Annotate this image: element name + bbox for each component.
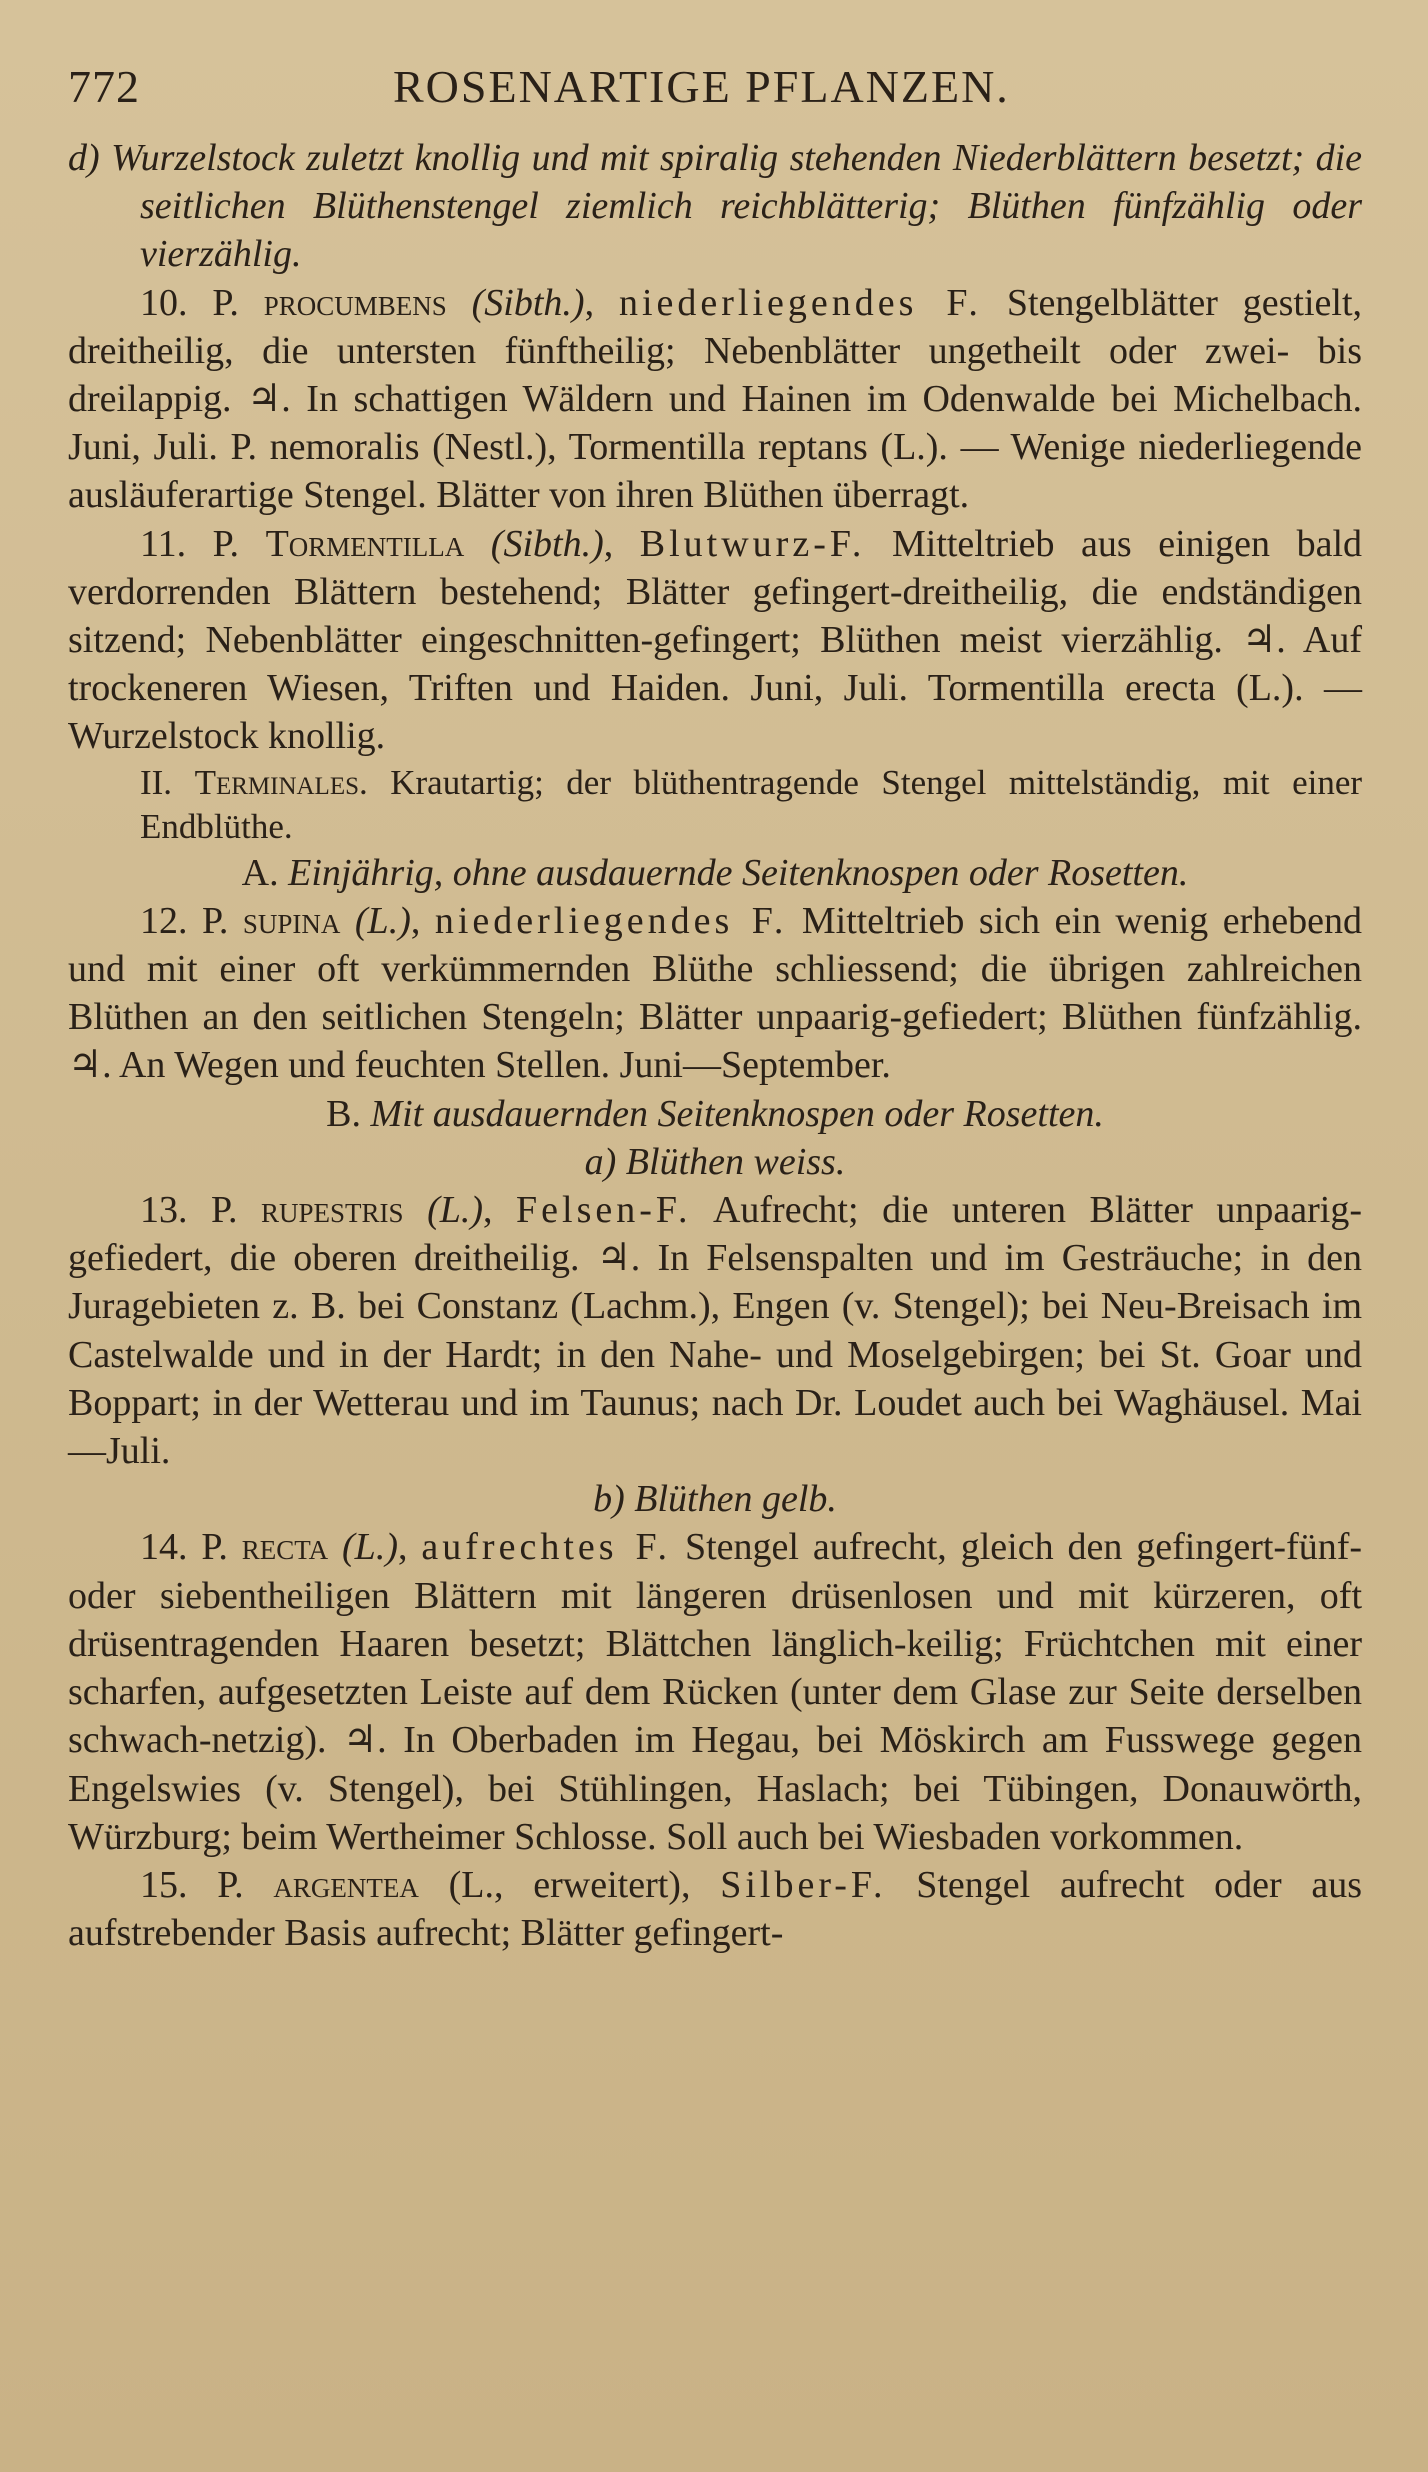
species-author: (Sibth.)	[471, 281, 585, 324]
species-author: (L.)	[354, 899, 411, 942]
subheading-text: Einjährig, ohne ausdauernde Seitenknospen oder Rosetten.	[288, 851, 1189, 894]
species-number: 14. P.	[140, 1526, 228, 1569]
species-author: (Sibth.)	[490, 522, 604, 565]
subheading-label: B.	[326, 1092, 361, 1135]
subheading-a-white	[68, 1138, 1362, 1186]
subheading-label: A.	[241, 851, 279, 894]
species-entry-11: 11. P. Tormentilla (Sibth.), Blutwurz-F. Mitteltrieb aus einigen bald verdorrenden Blättern bestehend; Blätter gefingert-dreitheilig, die endständigen sitzend; Nebenblätter eingeschnitten-gefingert; Blüthen meist vierzählig. ♃. Auf trockeneren Wiesen, Triften und Haiden. Juni, Juli. Tormentilla erecta (L.). — Wurzelstock knollig.	[68, 522, 1363, 758]
subheading-label: a)	[584, 1140, 617, 1183]
subgroup-label: d)	[68, 137, 100, 179]
subheading-a	[68, 849, 1362, 897]
german-name: Silber-F.	[720, 1863, 887, 1906]
subheading-label: b)	[593, 1478, 625, 1521]
species-entry-14: 14. P. recta (L.), aufrechtes F. Stengel aufrecht, gleich den gefingert-fünf- oder siebentheiligen Blättern mit längeren drüsenlosen und mit kürzeren, oft drüsentragenden Haaren besetzt; Blättchen länglich-keilig; Früchtchen mit einer scharfen, aufgesetzten Leiste auf dem Rücken (unter dem Glase zur Seite derselben schwach-netzig). ♃. In Oberbaden im Hegau, bei Möskirch am Fusswege gegen Engelswies (v. Stengel), bei Stühlingen, Haslach; bei Tübingen, Donauwörth, Würzburg; beim Wertheimer Schlosse. Soll auch bei Wiesbaden vorkommen.	[68, 1526, 1363, 1858]
species-description: Stengel aufrecht oder aus aufstrebender Basis aufrecht; Blätter gefingert-	[68, 1863, 1363, 1955]
running-title: ROSENARTIGE PFLANZEN.	[393, 61, 1010, 112]
species-name: Tormentilla	[265, 522, 465, 565]
section-name: Terminales.	[194, 762, 368, 802]
species-entry-13: 13. P. rupestris (L.), Felsen-F. Aufrecht; die unteren Blätter unpaarig-gefiedert, die oberen dreitheilig. ♃. In Felsenspalten und im Gesträuche; in den Juragebieten z. B. bei Constanz (Lachm.), Engen (v. Stengel); bei Neu-Breisach im Castelwalde und in der Hardt; in den Nahe- und Moselgebirgen; bei St. Goar und Boppart; in der Wetterau und im Taunus; nach Dr. Loudet auch bei Waghäusel. Mai—Juli.	[68, 1189, 1363, 1473]
section-heading	[68, 761, 1362, 849]
species-author: (L.)	[427, 1189, 484, 1232]
subheading-b-yellow	[68, 1475, 1362, 1523]
species-description: Mitteltrieb aus einigen bald verdorrenden Blättern bestehend; Blätter gefingert-dreitheilig, die endständigen sitzend; Nebenblätter eingeschnitten-gefingert; Blüthen meist vierzählig. ♃. Auf trockeneren Wiesen, Triften und Haiden. Juni, Juli. Tormentilla erecta (L.). — Wurzelstock knollig.	[68, 522, 1363, 758]
page-header	[68, 60, 1362, 134]
section-text: Krautartig; der blüthentragende Stengel mittelständig, mit einer Endblüthe.	[140, 762, 1363, 846]
species-number: 10. P.	[140, 281, 239, 324]
page-number: 772	[68, 61, 140, 112]
species-number: 15. P.	[140, 1863, 244, 1906]
species-entry-15: 15. P. argentea (L., erweitert), Silber-F. Stengel aufrecht oder aus aufstrebender Basis aufrecht; Blätter gefingert-	[68, 1863, 1363, 1955]
species-description: Mitteltrieb sich ein wenig erhebend und mit einer oft verkümmernden Blüthe schliessend; die übrigen zahlreichen Blüthen an den seitlichen Stengeln; Blätter unpaarig-gefiedert; Blüthen fünfzählig. ♃. An Wegen und feuchten Stellen. Juni—September.	[68, 899, 1363, 1087]
species-number: 12. P.	[140, 899, 229, 942]
species-description: Stengel aufrecht, gleich den gefingert-fünf- oder siebentheiligen Blättern mit längeren drüsenlosen und mit kürzeren, oft drüsentragenden Haaren besetzt; Blättchen länglich-keilig; Früchtchen mit einer scharfen, aufgesetzten Leiste auf dem Rücken (unter dem Glase zur Seite derselben schwach-netzig). ♃. In Oberbaden im Hegau, bei Möskirch am Fusswege gegen Engelswies (v. Stengel), bei Stühlingen, Haslach; bei Tübingen, Donauwörth, Würzburg; beim Wertheimer Schlosse. Soll auch bei Wiesbaden vorkommen.	[68, 1526, 1363, 1858]
species-name: argentea	[273, 1863, 419, 1906]
subgroup-text: Wurzelstock zuletzt knollig und mit spiralig stehenden Niederblättern besetzt; die seitlichen Blüthenstengel ziemlich reichblätterig; Blüthen fünfzählig oder vierzählig.	[111, 137, 1362, 276]
subheading-text: Blüthen gelb.	[634, 1478, 837, 1521]
section-terminales	[68, 761, 1362, 849]
german-name: Felsen-F.	[516, 1189, 692, 1232]
subgroup-d	[68, 134, 1362, 279]
species-description: Aufrecht; die unteren Blätter unpaarig-gefiedert, die oberen dreitheilig. ♃. In Felsenspalten und im Gesträuche; in den Juragebieten z. B. bei Constanz (Lachm.), Engen (v. Stengel); bei Neu-Breisach im Castelwalde und in der Hardt; in den Nahe- und Moselgebirgen; bei St. Goar und Boppart; in der Wetterau und im Taunus; nach Dr. Loudet auch bei Waghäusel. Mai—Juli.	[68, 1189, 1363, 1473]
species-number: 13. P.	[140, 1189, 238, 1232]
subheading-text: Mit ausdauernden Seitenknospen oder Rosetten.	[370, 1092, 1104, 1135]
german-name: Blutwurz-F.	[639, 522, 866, 565]
species-name: procumbens	[263, 281, 447, 324]
species-entry-10: 10. P. procumbens (Sibth.), niederliegendes F. Stengelblätter gestielt, dreitheilig, die untersten fünftheilig; Nebenblätter ungetheilt oder zwei- bis dreilappig. ♃. In schattigen Wäldern und Hainen im Odenwalde bei Michelbach. Juni, Juli. P. nemoralis (Nestl.), Tormentilla reptans (L.). — Wenige niederliegende ausläuferartige Stengel. Blätter von ihren Blüthen überragt.	[68, 281, 1362, 517]
species-entry-12: 12. P. supina (L.), niederliegendes F. Mitteltrieb sich ein wenig erhebend und mit einer oft verkümmernden Blüthe schliessend; die übrigen zahlreichen Blüthen an den seitlichen Stengeln; Blätter unpaarig-gefiedert; Blüthen fünfzählig. ♃. An Wegen und feuchten Stellen. Juni—September.	[68, 899, 1363, 1087]
species-name: rupestris	[260, 1189, 404, 1232]
subheading-text: Blüthen weiss.	[625, 1140, 846, 1183]
species-author: (L.)	[342, 1526, 398, 1569]
german-name: niederliegendes F.	[434, 899, 788, 942]
species-name: supina	[242, 899, 341, 942]
german-name: aufrechtes F.	[421, 1526, 672, 1569]
section-label: II.	[140, 762, 173, 802]
german-name: niederliegendes F.	[618, 281, 982, 324]
species-name: recta	[241, 1526, 329, 1569]
subheading-b	[68, 1090, 1362, 1138]
species-author: (L., erweitert)	[448, 1863, 681, 1906]
page-body	[68, 134, 1362, 1957]
species-number: 11. P.	[140, 522, 240, 565]
species-description: Stengelblätter gestielt, dreitheilig, die untersten fünftheilig; Nebenblätter ungetheilt oder zwei- bis dreilappig. ♃. In schattigen Wäldern und Hainen im Odenwalde bei Michelbach. Juni, Juli. P. nemoralis (Nestl.), Tormentilla reptans (L.). — Wenige niederliegende ausläuferartige Stengel. Blätter von ihren Blüthen überragt.	[68, 281, 1362, 517]
